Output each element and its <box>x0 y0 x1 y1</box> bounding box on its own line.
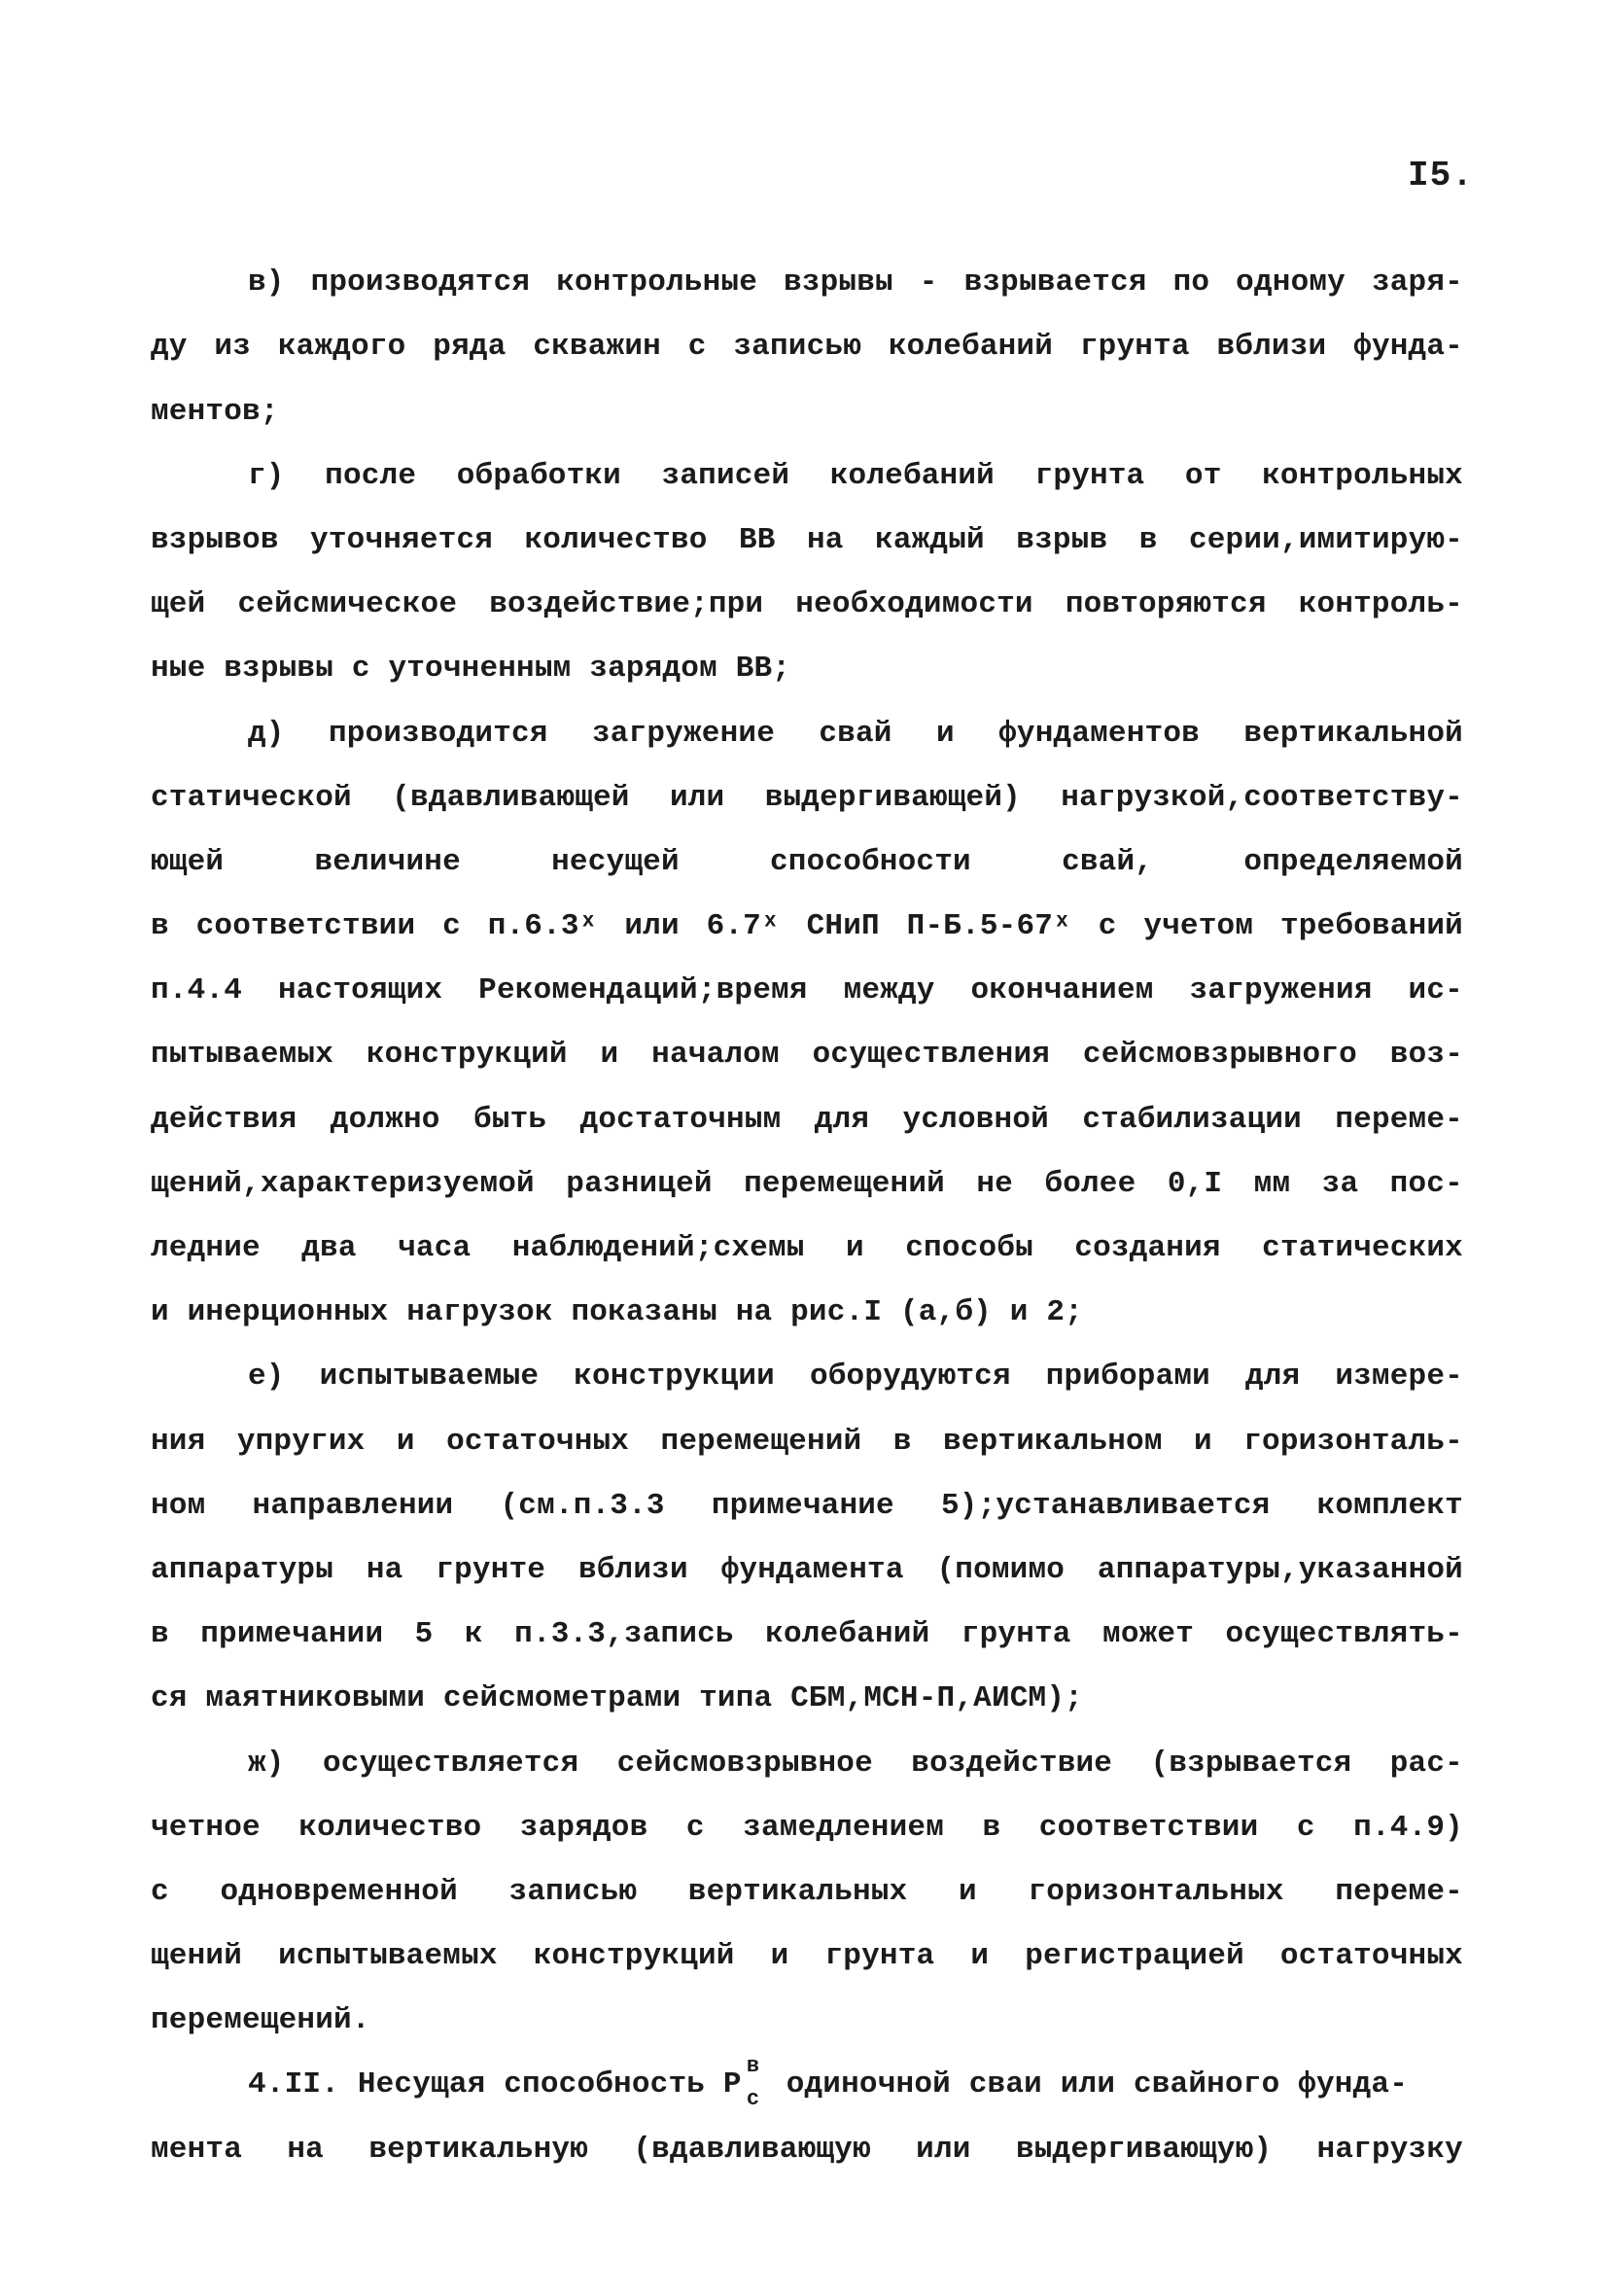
word: требований <box>1279 909 1463 944</box>
word: серии,имитирую- <box>1188 522 1463 557</box>
word: измере- <box>1335 1360 1463 1395</box>
word: после <box>325 458 417 493</box>
text-line <box>151 2102 1463 2166</box>
word: мента <box>151 2132 243 2167</box>
word: одновременной <box>220 1874 458 1909</box>
word: взрывается <box>963 265 1147 300</box>
text-line <box>151 1781 1463 1845</box>
word: колебаний <box>765 1617 930 1652</box>
word: за <box>1321 1166 1359 1201</box>
word: испытываемых <box>278 1939 498 1974</box>
word: испытываемые <box>319 1360 540 1395</box>
word: действия <box>151 1102 297 1137</box>
word: между <box>843 973 935 1008</box>
word: или <box>916 2132 971 2167</box>
text-line <box>151 1072 1463 1136</box>
word: остаточных <box>1279 1939 1463 1974</box>
word: щей <box>151 587 206 622</box>
text-line <box>151 1459 1463 1523</box>
text-line <box>151 493 1463 557</box>
word: перемещений <box>660 1424 862 1459</box>
word: воздействие <box>911 1746 1113 1781</box>
word: 5);устанавливается <box>940 1488 1271 1523</box>
bearing-capacity-symbol <box>722 2054 768 2112</box>
word: стабилизации <box>1082 1102 1302 1137</box>
word: заря- <box>1371 265 1463 300</box>
text-line <box>151 943 1463 1007</box>
word: производится <box>328 716 548 751</box>
word: быть <box>472 1102 547 1137</box>
word: статической <box>151 780 352 815</box>
word: п.3.3,запись <box>514 1617 734 1652</box>
word: колебаний <box>829 458 995 493</box>
word: перемещений <box>744 1166 945 1201</box>
word: в <box>151 1617 169 1652</box>
word: аппаратуры,указанной <box>1097 1552 1463 1587</box>
word: е) <box>248 1360 285 1395</box>
word: количество <box>298 1810 482 1845</box>
word: условной <box>902 1102 1049 1137</box>
word: и <box>396 1424 415 1459</box>
word: и <box>959 1874 977 1909</box>
word: и <box>1194 1424 1212 1459</box>
word: (см.п.3.3 <box>500 1488 665 1523</box>
word: вертикальном <box>942 1424 1163 1459</box>
word: и <box>935 716 955 751</box>
word: г) <box>248 458 285 493</box>
word: скважин <box>533 330 661 365</box>
word: величине <box>314 844 461 879</box>
word: сейсмовзрывного <box>1082 1038 1357 1073</box>
word: в <box>151 909 169 944</box>
text-segment: одиночной сваи или свайного фунда- <box>767 2067 1408 2102</box>
word: соответствии <box>1038 1810 1259 1845</box>
text-segment: ментов; <box>151 394 279 429</box>
word: загружения <box>1189 973 1373 1008</box>
text-line <box>151 557 1463 621</box>
text-line <box>151 1587 1463 1651</box>
text-line <box>151 1137 1463 1201</box>
word: д) <box>248 716 285 751</box>
text-line <box>151 815 1463 879</box>
word: взрыв <box>1016 522 1108 557</box>
word: фундамента <box>720 1552 904 1587</box>
word: необходимости <box>795 587 1033 622</box>
word: или <box>669 780 725 815</box>
word: записью <box>508 1874 638 1909</box>
text-line <box>151 1909 1463 1973</box>
word: учетом <box>1143 909 1254 944</box>
text-line <box>151 1973 1463 2037</box>
text-line <box>151 1329 1463 1394</box>
word: ис- <box>1408 973 1463 1008</box>
word: не <box>976 1166 1013 1201</box>
symbol-subscript: с <box>746 2087 760 2112</box>
word: выдергивающей) <box>764 780 1021 815</box>
word: и <box>846 1231 864 1265</box>
text-line <box>151 235 1463 300</box>
word: щений,характеризуемой <box>151 1166 535 1201</box>
word: записью <box>733 330 861 365</box>
word: и <box>970 1939 990 1974</box>
word: на <box>287 2132 324 2167</box>
word: фунда- <box>1353 330 1463 365</box>
word: способности <box>769 844 971 879</box>
word: 6.7ˣ <box>706 909 780 944</box>
word: наблюдений;схемы <box>511 1231 805 1265</box>
text-line <box>151 2037 1463 2112</box>
word: количество <box>524 522 708 557</box>
word: 5 <box>414 1617 434 1652</box>
word: 0,I <box>1167 1166 1223 1201</box>
word: примечании <box>200 1617 384 1652</box>
word: два <box>301 1231 357 1265</box>
word: сейсмическое <box>237 587 458 622</box>
word: фундаментов <box>998 716 1200 751</box>
word: по <box>1172 265 1210 300</box>
word: вертикальных <box>687 1874 908 1909</box>
word: каждый <box>875 522 985 557</box>
word: в <box>1138 522 1158 557</box>
word: (взрывается <box>1150 1746 1352 1781</box>
word: создания <box>1074 1231 1221 1265</box>
word: взрывов <box>151 522 279 557</box>
word: комплект <box>1316 1488 1463 1523</box>
word: несущей <box>551 844 680 879</box>
text-line <box>151 1394 1463 1458</box>
word: воздействие;при <box>489 587 764 622</box>
word: повторяются <box>1065 587 1267 622</box>
word: свай, <box>1062 844 1154 879</box>
word: одному <box>1236 265 1346 300</box>
word: (вдавливающей <box>392 780 630 815</box>
word: к <box>464 1617 483 1652</box>
word: п.4.9) <box>1353 1810 1463 1845</box>
text-line <box>151 1651 1463 1715</box>
word: направлении <box>252 1488 454 1523</box>
word: каждого <box>277 330 406 365</box>
word: остаточных <box>446 1424 630 1459</box>
word: контроль- <box>1298 587 1463 622</box>
word: загружение <box>591 716 775 751</box>
word: может <box>1102 1617 1195 1652</box>
word: осуществлять- <box>1225 1617 1463 1652</box>
word: регистрацией <box>1025 1939 1244 1974</box>
word: ряда <box>433 330 507 365</box>
word: или <box>624 909 680 944</box>
word: из <box>214 330 252 365</box>
word: с <box>442 909 461 944</box>
word: с <box>685 1810 705 1845</box>
text-segment: 4.II. Несущая способность <box>248 2067 723 2102</box>
word: грунта <box>1079 330 1190 365</box>
word: способы <box>905 1231 1033 1265</box>
word: с <box>151 1874 169 1909</box>
word: соответствии <box>195 909 416 944</box>
word: ВВ <box>738 522 776 557</box>
word: грунта <box>824 1939 935 1974</box>
symbol-base: P <box>722 2067 742 2102</box>
word: уточняется <box>310 522 494 557</box>
word: четное <box>151 1810 261 1845</box>
word: приборами <box>1045 1360 1210 1395</box>
word: достаточным <box>579 1102 782 1137</box>
word: началом <box>651 1038 780 1073</box>
text-line <box>151 300 1463 364</box>
word: в <box>982 1810 1001 1845</box>
word: грунта <box>1034 458 1145 493</box>
word: взрывы <box>784 265 893 300</box>
word: - <box>919 265 938 300</box>
text-line <box>151 429 1463 493</box>
word: окончанием <box>970 973 1154 1008</box>
page-number: I5. <box>1408 156 1474 195</box>
text-segment: и инерционных нагрузок показаны на рис.I (а,б) и 2; <box>151 1295 1083 1330</box>
word: вблизи <box>577 1552 688 1587</box>
word: с <box>1098 909 1117 944</box>
word: контрольные <box>556 265 758 300</box>
word: Рекомендаций;время <box>478 973 808 1008</box>
word: и <box>600 1038 619 1073</box>
word: нагрузку <box>1316 2132 1463 2167</box>
word: мм <box>1253 1166 1291 1201</box>
body-text <box>151 235 1463 2167</box>
word: и <box>770 1939 789 1974</box>
word: свай <box>819 716 892 751</box>
word: в) <box>248 265 285 300</box>
word: зарядов <box>519 1810 648 1845</box>
word: более <box>1044 1166 1136 1201</box>
word: определяемой <box>1243 844 1463 879</box>
word: от <box>1184 458 1222 493</box>
text-line <box>151 1523 1463 1587</box>
word: записей <box>661 458 790 493</box>
word: ледние <box>151 1231 261 1265</box>
word: (вдавливающую <box>633 2132 871 2167</box>
word: для <box>814 1102 870 1137</box>
word: примечание <box>711 1488 894 1523</box>
word: часа <box>398 1231 472 1265</box>
word: статических <box>1262 1231 1463 1265</box>
word: ж) <box>248 1746 285 1781</box>
word: осуществления <box>812 1038 1051 1073</box>
word: конструкций <box>533 1939 735 1974</box>
text-line <box>151 364 1463 428</box>
word: п.4.4 <box>151 973 243 1008</box>
text-line <box>151 686 1463 750</box>
word: аппаратуры <box>151 1552 334 1587</box>
word: ном <box>151 1488 206 1523</box>
word: производятся <box>310 265 531 300</box>
word: П-Б.5-67ˣ <box>906 909 1071 944</box>
word: контрольных <box>1262 458 1463 493</box>
word: ду <box>151 330 188 365</box>
word: горизонтальных <box>1028 1874 1284 1909</box>
word: переме- <box>1335 1874 1463 1909</box>
text-line <box>151 1715 1463 1780</box>
word: грунте <box>436 1552 546 1587</box>
word: осуществляется <box>323 1746 579 1781</box>
word: конструкций <box>366 1038 568 1073</box>
word: вертикальной <box>1243 716 1463 751</box>
word: настоящих <box>277 973 443 1008</box>
word: замедлением <box>743 1810 945 1845</box>
word: п.6.3ˣ <box>487 909 598 944</box>
text-line <box>151 621 1463 686</box>
word: переме- <box>1335 1102 1463 1137</box>
word: грунта <box>961 1617 1071 1652</box>
word: ющей <box>151 844 225 879</box>
text-line <box>151 1201 1463 1265</box>
text-line <box>151 1265 1463 1329</box>
word: должно <box>330 1102 440 1137</box>
word: для <box>1244 1360 1301 1395</box>
text-segment: ные взрывы с уточненным зарядом ВВ; <box>151 652 791 687</box>
word: пос- <box>1389 1166 1463 1201</box>
word: в <box>892 1424 912 1459</box>
word: разницей <box>566 1166 713 1201</box>
word: обработки <box>456 458 621 493</box>
text-segment: ся маятниковыми сейсмометрами типа СБМ,МСН-П,АИСМ); <box>151 1681 1083 1716</box>
text-line <box>151 1007 1463 1072</box>
word: (помимо <box>936 1552 1066 1587</box>
word: рас- <box>1389 1746 1463 1781</box>
word: с <box>1296 1810 1315 1845</box>
word: горизонталь- <box>1243 1424 1463 1459</box>
word: на <box>806 522 844 557</box>
word: конструкции <box>574 1360 775 1395</box>
symbol-superscript: в <box>746 2054 760 2079</box>
word: воз- <box>1389 1038 1463 1073</box>
text-segment: перемещений. <box>151 2003 370 2038</box>
word: вертикальную <box>368 2132 588 2167</box>
word: пытываемых <box>151 1038 334 1073</box>
word: ния <box>151 1424 206 1459</box>
word: на <box>366 1552 403 1587</box>
word: с <box>687 330 707 365</box>
word: щений <box>151 1939 243 1974</box>
text-line <box>151 879 1463 943</box>
word: выдергивающую) <box>1015 2132 1273 2167</box>
word: нагрузкой,соответству- <box>1061 780 1463 815</box>
word: колебаний <box>888 330 1054 365</box>
word: упругих <box>236 1424 366 1459</box>
word: оборудуются <box>809 1360 1011 1395</box>
word: вблизи <box>1216 330 1327 365</box>
word: сейсмовзрывное <box>616 1746 873 1781</box>
text-line <box>151 751 1463 815</box>
text-line <box>151 1845 1463 1909</box>
word: СНиП <box>806 909 880 944</box>
